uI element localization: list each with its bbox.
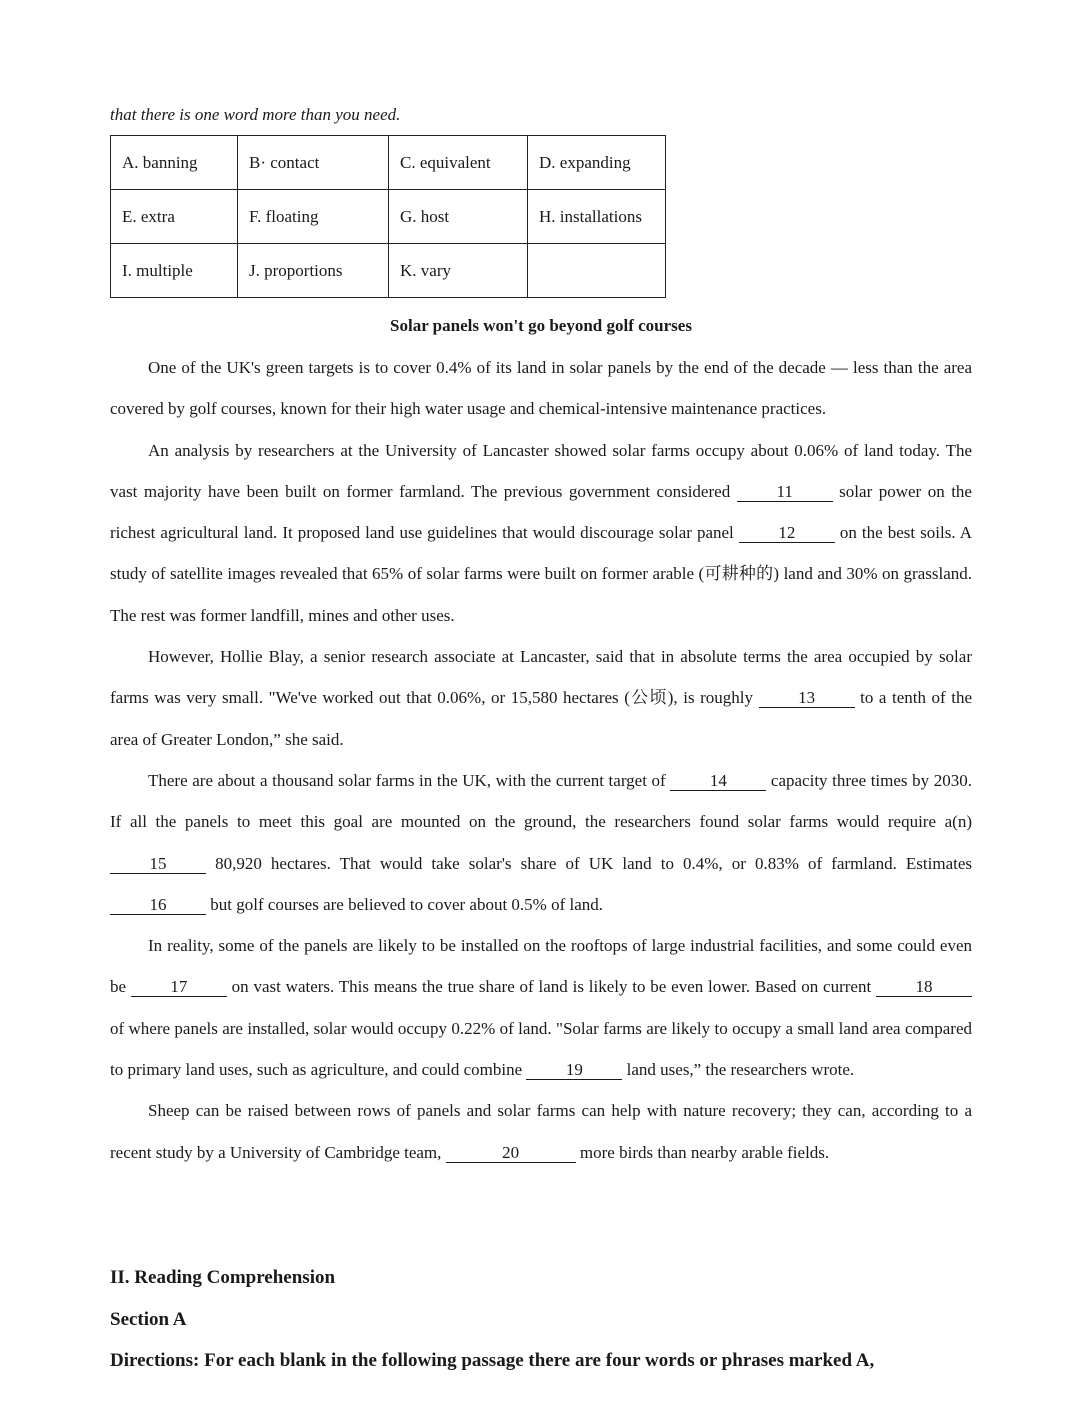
word-bank-row bbox=[111, 136, 666, 190]
word-bank-option: H. installations bbox=[528, 190, 666, 244]
word-bank-option: F. floating bbox=[238, 190, 389, 244]
word-bank-option: A. banning bbox=[111, 136, 238, 190]
paragraph-text: land uses,” the researchers wrote. bbox=[622, 1060, 855, 1080]
paragraph-text: more birds than nearby arable fields. bbox=[575, 1142, 830, 1162]
paragraph-text: One of the UK's green targets is to cover 0.4% of its land in solar panels by the end of the decade — less than the area covered by golf courses, known for their high water usage and chemical-intensive maintenance practices. bbox=[110, 358, 972, 419]
word-bank-option: B· contact bbox=[238, 136, 389, 190]
word-bank-option: K. vary bbox=[389, 244, 528, 298]
answer-blank-18[interactable]: 18 bbox=[876, 978, 972, 997]
answer-blank-17[interactable]: 17 bbox=[131, 978, 227, 997]
passage-paragraph bbox=[110, 347, 972, 430]
paragraph-text: capacity three times by 2030. If all the panels to meet this goal are mounted on the ground, the researchers found solar farms would require a(n) bbox=[110, 770, 972, 832]
answer-blank-15[interactable]: 15 bbox=[110, 855, 206, 874]
paragraph-text: of where panels are installed, solar would occupy 0.22% of land. "Solar farms are likely to occupy a small land area compared to primary land uses, such as agriculture, and could combine bbox=[110, 1018, 972, 1080]
paragraph-text: There are about a thousand solar farms in the UK, with the current target of bbox=[148, 770, 671, 790]
word-bank-option: E. extra bbox=[111, 190, 238, 244]
answer-blank-12[interactable]: 12 bbox=[739, 524, 835, 543]
word-bank-row bbox=[111, 244, 666, 298]
answer-blank-11[interactable]: 11 bbox=[737, 483, 833, 502]
passage-paragraph bbox=[110, 760, 972, 925]
paragraph-text: However, Hollie Blay, a senior research associate at Lancaster, said that in absolute terms the area occupied by solar farms was very small. "We've worked out that 0.06%, or 15,580 hectares (公顷), is roughly bbox=[110, 647, 972, 708]
paragraph-text: to a tenth of the area of Greater London,” she said. bbox=[110, 688, 972, 749]
word-bank-option: G. host bbox=[389, 190, 528, 244]
word-bank-option bbox=[528, 244, 666, 298]
answer-blank-19[interactable]: 19 bbox=[526, 1061, 622, 1080]
answer-blank-20[interactable]: 20 bbox=[446, 1144, 576, 1163]
passage-paragraph bbox=[110, 1090, 972, 1173]
paragraph-text: on the best soils. A study of satellite images revealed that 65% of solar farms were built on former arable (可耕种的) land and 30% on grassland. The rest was former landfill, mines and other uses. bbox=[110, 523, 972, 625]
word-bank-option: J. proportions bbox=[238, 244, 389, 298]
word-bank-table bbox=[110, 135, 666, 298]
passage-paragraph bbox=[110, 636, 972, 760]
passage-body bbox=[110, 347, 972, 1173]
passage-title: Solar panels won't go beyond golf courses bbox=[390, 316, 692, 335]
word-bank-row bbox=[111, 190, 666, 244]
paragraph-text: on vast waters. This means the true share of land is likely to be even lower. Based on current bbox=[226, 977, 876, 997]
word-bank-option: I. multiple bbox=[111, 244, 238, 298]
paragraph-text: An analysis by researchers at the University of Lancaster showed solar farms occupy about 0.06% of land today. The vast majority have been built on former farmland. The previous government considered bbox=[110, 440, 972, 501]
directions-text: Directions: For each blank in the following passage there are four words or phrases marked A, bbox=[110, 1350, 875, 1371]
instruction-text: that there is one word more than you need. bbox=[110, 105, 401, 124]
paragraph-text: 80,920 hectares. That would take solar's share of UK land to 0.4%, or 0.83% of farmland. Estimates bbox=[206, 853, 972, 873]
answer-blank-14[interactable]: 14 bbox=[670, 772, 766, 791]
word-bank-option: D. expanding bbox=[528, 136, 666, 190]
answer-blank-16[interactable]: 16 bbox=[110, 896, 206, 915]
section-subheading: Section A bbox=[110, 1309, 187, 1330]
passage-paragraph bbox=[110, 925, 972, 1090]
paragraph-text: In reality, some of the panels are likely to be installed on the rooftops of large industrial facilities, and some could even be bbox=[110, 936, 972, 997]
answer-blank-13[interactable]: 13 bbox=[759, 689, 855, 708]
word-bank-option: C. equivalent bbox=[389, 136, 528, 190]
paragraph-text: solar power on the richest agricultural land. It proposed land use guidelines that would discourage solar panel bbox=[110, 481, 972, 543]
paragraph-text: Sheep can be raised between rows of panels and solar farms can help with nature recovery; they can, according to a recent study by a University of Cambridge team, bbox=[110, 1101, 972, 1162]
paragraph-text: but golf courses are believed to cover about 0.5% of land. bbox=[206, 894, 604, 914]
section-heading: II. Reading Comprehension bbox=[110, 1267, 336, 1288]
passage-paragraph bbox=[110, 430, 972, 636]
